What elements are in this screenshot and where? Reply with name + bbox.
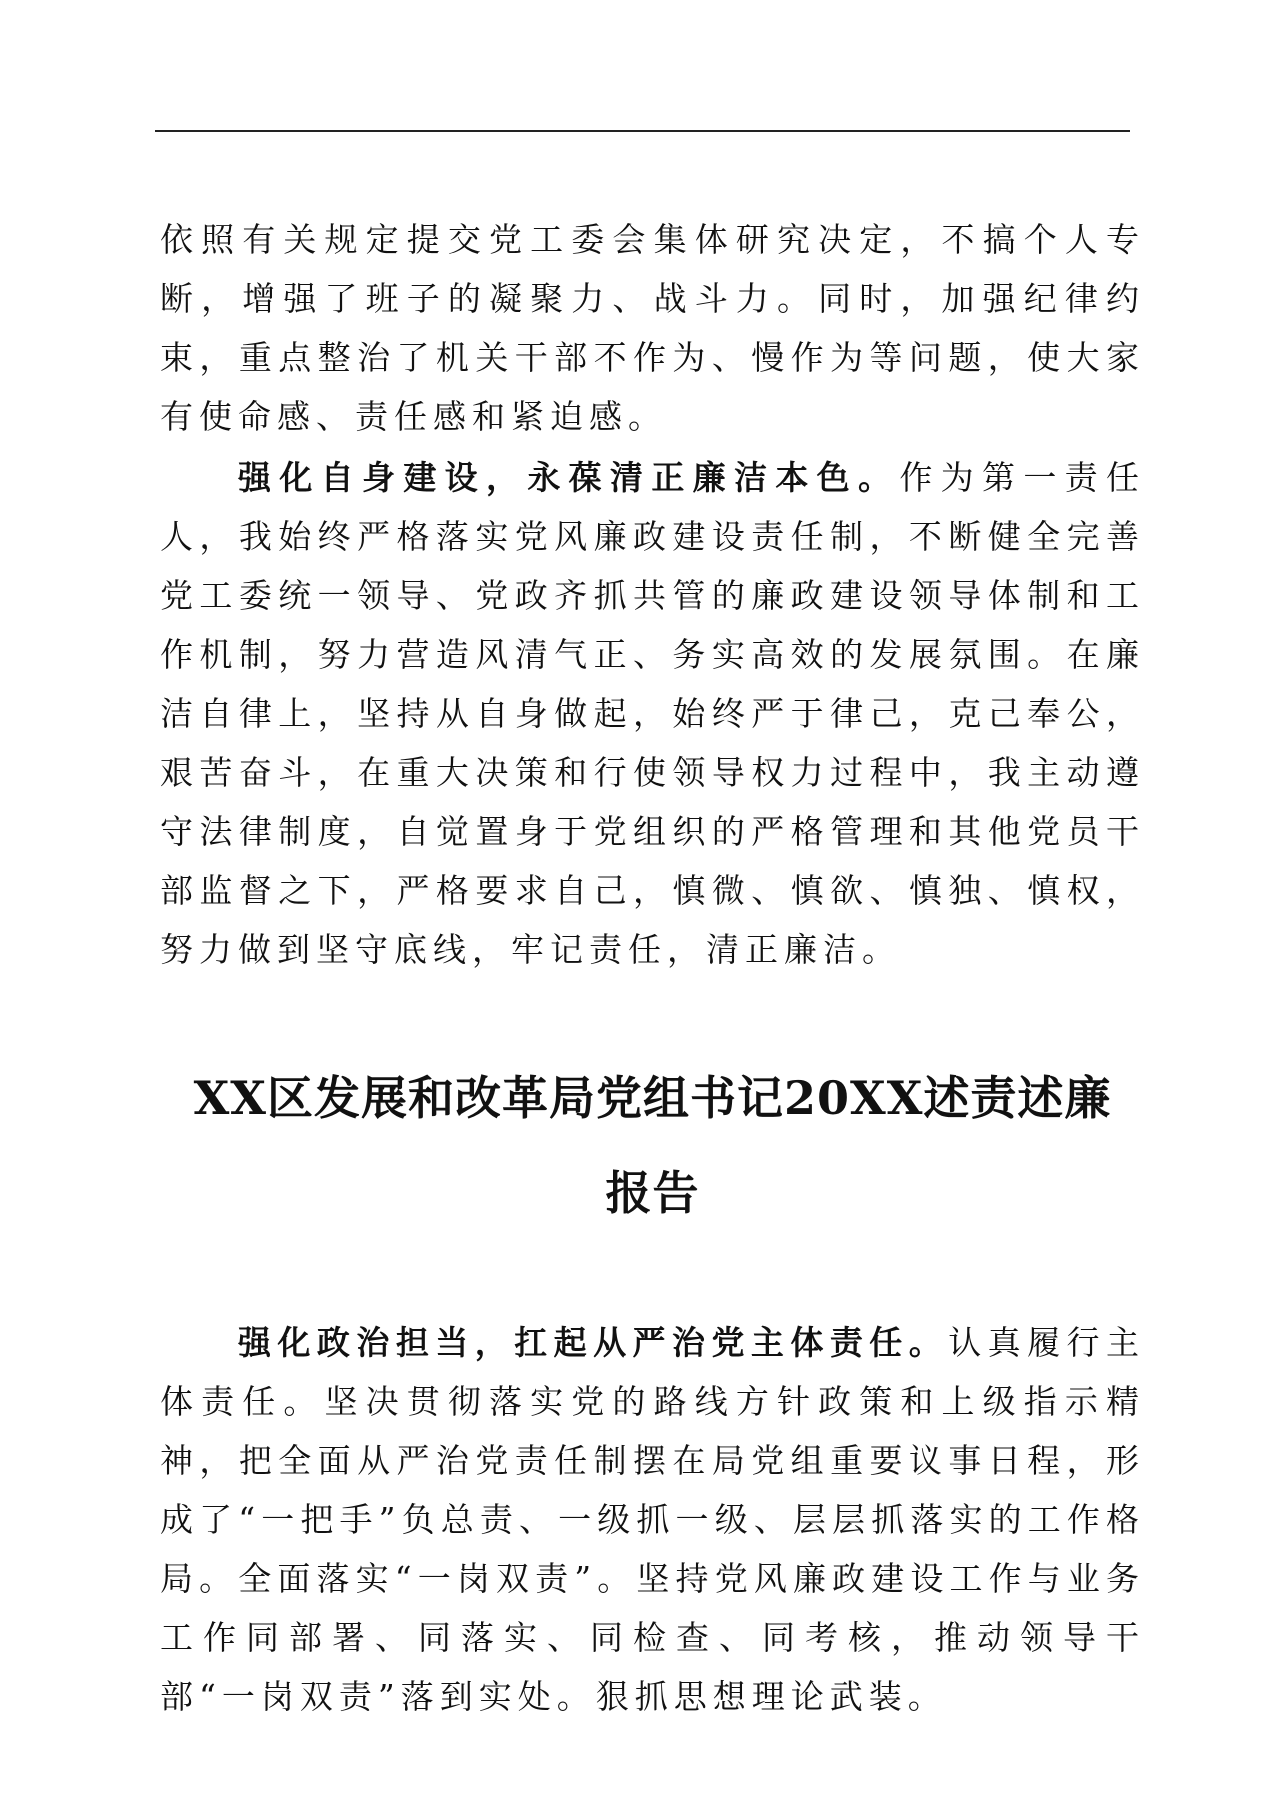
report-title-line1: XX区发展和改革局党组书记20XX述责述廉: [193, 1071, 1112, 1125]
section1-text: 作为第一责任人，我始终严格落实党风廉政建设责任制，不断健全完善党工委统一领导、党政齐抓共管的廉政建设领导体制和工作机制，努力营造风清气正、务实高效的发展氛围。在廉洁自律上，坚持从自身做起，始终严于律己，克己奉公，艰苦奋斗，在重大决策和行使领导权力过程中，我主动遵守法律制度，自觉置身于党组织的严格管理和其他党员干部监督之下，严格要求自己，慎微、慎欲、慎独、慎权，努力做到坚守底线，牢记责任，清正廉洁。: [160, 458, 1146, 969]
section1-paragraph: [160, 448, 1145, 979]
section2-text: 认真履行主体责任。坚决贯彻落实党的路线方针政策和上级指示精神，把全面从严治党责任制摆在局党组重要议事日程，形成了“一把手”负总责、一级抓一级、层层抓落实的工作格局。全面落实“一岗双责”。坚持党风廉政建设工作与业务工作同部署、同落实、同检查、同考核，推动领导干部“一岗双责”落到实处。狠抓思想理论武装。: [160, 1323, 1146, 1716]
document-page: [160, 210, 1145, 1726]
section2-lead: 强化政治担当，扛起从严治党主体责任。: [238, 1323, 949, 1362]
report-title: [160, 1051, 1145, 1241]
section1-lead: 强化自身建设，永葆清正廉洁本色。: [238, 458, 900, 497]
header-rule: [155, 130, 1130, 132]
report-title-line2: 报告: [605, 1166, 700, 1220]
intro-text: 依照有关规定提交党工委会集体研究决定，不搞个人专断，增强了班子的凝聚力、战斗力。同时，加强纪律约束，重点整治了机关干部不作为、慢作为等问题，使大家有使命感、责任感和紧迫感。: [160, 220, 1145, 436]
section2-paragraph: [160, 1313, 1145, 1726]
intro-paragraph: [160, 210, 1145, 446]
